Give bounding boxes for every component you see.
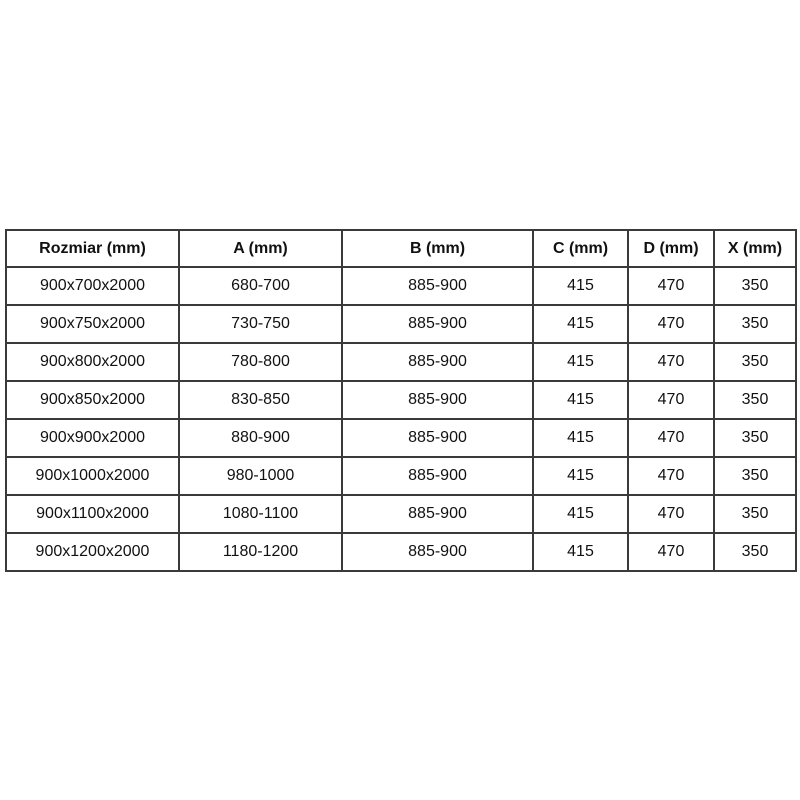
table-row — [6, 343, 796, 381]
table-cell: 1180-1200 — [179, 533, 342, 571]
table-cell: 470 — [628, 533, 714, 571]
header-cell: X (mm) — [714, 230, 796, 267]
table-cell: 470 — [628, 381, 714, 419]
header-cell: A (mm) — [179, 230, 342, 267]
table-cell: 900x800x2000 — [6, 343, 179, 381]
header-cell: Rozmiar (mm) — [6, 230, 179, 267]
table-cell: 900x1200x2000 — [6, 533, 179, 571]
table-cell: 350 — [714, 267, 796, 305]
table-cell: 780-800 — [179, 343, 342, 381]
table-cell: 885-900 — [342, 267, 533, 305]
table-cell: 980-1000 — [179, 457, 342, 495]
table-cell: 415 — [533, 419, 628, 457]
table-cell: 350 — [714, 305, 796, 343]
table-cell: 470 — [628, 495, 714, 533]
table-cell: 350 — [714, 495, 796, 533]
table-cell: 900x1000x2000 — [6, 457, 179, 495]
table-cell: 880-900 — [179, 419, 342, 457]
table-row — [6, 457, 796, 495]
table-cell: 470 — [628, 267, 714, 305]
table-row — [6, 267, 796, 305]
table-cell: 415 — [533, 495, 628, 533]
table-cell: 900x700x2000 — [6, 267, 179, 305]
table-cell: 350 — [714, 419, 796, 457]
table-cell: 885-900 — [342, 533, 533, 571]
table-cell: 900x1100x2000 — [6, 495, 179, 533]
table-cell: 900x750x2000 — [6, 305, 179, 343]
header-cell: C (mm) — [533, 230, 628, 267]
table-cell: 415 — [533, 381, 628, 419]
table-cell: 885-900 — [342, 457, 533, 495]
table-cell: 470 — [628, 457, 714, 495]
table-cell: 1080-1100 — [179, 495, 342, 533]
table-cell: 885-900 — [342, 343, 533, 381]
table-cell: 470 — [628, 343, 714, 381]
table-cell: 885-900 — [342, 305, 533, 343]
table-cell: 415 — [533, 267, 628, 305]
table-cell: 885-900 — [342, 495, 533, 533]
table-row — [6, 419, 796, 457]
header-row — [6, 230, 796, 267]
table-cell: 350 — [714, 533, 796, 571]
table-cell: 470 — [628, 419, 714, 457]
table-cell: 680-700 — [179, 267, 342, 305]
table-cell: 415 — [533, 343, 628, 381]
dimensions-table — [5, 229, 797, 572]
table-cell: 730-750 — [179, 305, 342, 343]
header-cell: D (mm) — [628, 230, 714, 267]
table-cell: 900x900x2000 — [6, 419, 179, 457]
table-cell: 415 — [533, 533, 628, 571]
table-row — [6, 533, 796, 571]
table-row — [6, 305, 796, 343]
header-cell: B (mm) — [342, 230, 533, 267]
table-cell: 415 — [533, 305, 628, 343]
table-cell: 350 — [714, 343, 796, 381]
table-cell: 350 — [714, 457, 796, 495]
table-row — [6, 381, 796, 419]
table-cell: 885-900 — [342, 381, 533, 419]
table-body — [6, 267, 796, 571]
table-cell: 830-850 — [179, 381, 342, 419]
table-row — [6, 495, 796, 533]
table-cell: 885-900 — [342, 419, 533, 457]
table-cell: 470 — [628, 305, 714, 343]
table-cell: 350 — [714, 381, 796, 419]
table-cell: 415 — [533, 457, 628, 495]
table-cell: 900x850x2000 — [6, 381, 179, 419]
